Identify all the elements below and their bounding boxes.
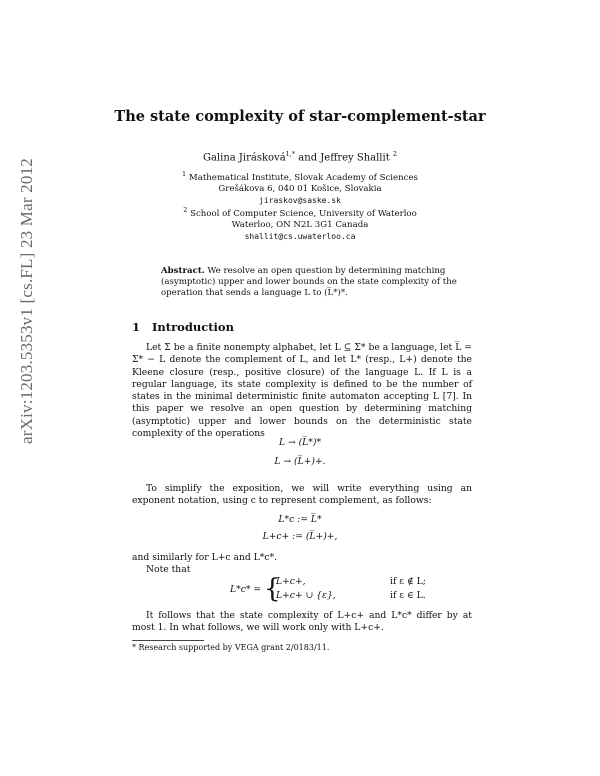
- intro-paragraph-4: Note that: [146, 564, 191, 575]
- affiliation-2: [0, 205, 600, 242]
- affiliation-2-number: 2: [183, 206, 188, 214]
- affiliation-1-email: jiraskov@saske.sk: [259, 196, 341, 206]
- intro-paragraph-5: It follows that the state complexity of L+c+ and L*c* differ by at most 1. In what follows, we will work only with L+c+.: [132, 610, 472, 634]
- abstract-text: We resolve an open question by determining matching (asymptotic) upper and lower bounds on the state complexity of the operation that sends a language L to (L̅*)*.: [161, 266, 457, 299]
- equation-3: L*c := L̅*: [278, 514, 322, 525]
- equation-5: [230, 576, 480, 606]
- author-connector: and Jeffrey Shallit: [295, 152, 393, 164]
- affiliation-2-email: shallit@cs.uwaterloo.ca: [244, 232, 356, 242]
- affiliation-1-line2: Grešákova 6, 040 01 Košice, Slovakia: [218, 184, 382, 195]
- author-1-marks: 1,*: [285, 150, 296, 158]
- equation-5-condition-1: if ε ∉ L;: [390, 576, 426, 587]
- author-1: Galina Jirásková: [202, 152, 286, 164]
- abstract: [161, 266, 469, 300]
- intro-paragraph-3: and similarly for L+c and L*c*.: [132, 552, 278, 563]
- equation-4: L+c+ := (L̅+)+,: [262, 531, 338, 542]
- section-number: 1: [132, 320, 141, 334]
- affiliation-2-line1: School of Computer Science, University of Waterloo: [190, 208, 417, 219]
- equation-5-condition-2: if ε ∈ L.: [390, 590, 426, 601]
- author-2-mark: 2: [392, 150, 398, 158]
- section-heading: [132, 320, 234, 334]
- footnote-rule: [132, 640, 204, 641]
- intro-paragraph-2: To simplify the exposition, we will write everything using an exponent notation, using c to represent complement, as follows:: [132, 483, 472, 507]
- equation-5-case-2: L+c+ ∪ {ε},: [276, 590, 336, 601]
- equation-5-lhs: L*c* =: [230, 584, 262, 595]
- abstract-label: Abstract.: [161, 266, 205, 276]
- affiliation-1: [0, 169, 600, 206]
- equation-1: L → (L̅*)*: [278, 437, 322, 448]
- affiliation-1-line1: Mathematical Institute, Slovak Academy of Sciences: [188, 172, 418, 183]
- equation-5-case-1: L+c+,: [276, 576, 306, 587]
- section-title: Introduction: [152, 320, 234, 334]
- arxiv-identifier: arXiv:1203.5353v1 [cs.FL] 23 Mar 2012: [17, 158, 36, 444]
- affiliation-2-line2: Waterloo, ON N2L 3G1 Canada: [231, 220, 369, 231]
- footnote: * Research supported by VEGA grant 2/0183/11.: [132, 643, 330, 652]
- intro-paragraph-1: Let Σ be a finite nonempty alphabet, let L ⊆ Σ* be a language, let L̅ = Σ* − L denote the complement of L, and let L* (resp., L+) denote the Kleene closure (resp., positive closure) of the language L. If L is a regular language, its state complexity is defined to be the number of states in the minimal deterministic finite automaton accepting L [7]. In this paper we resolve an open question by determining matching (asymptotic) upper and lower bounds on the deterministic state complexity of the operations: [132, 342, 472, 440]
- author-line: [0, 150, 600, 163]
- affiliation-1-number: 1: [182, 170, 187, 178]
- paper-title: The state complexity of star-complement-star: [114, 108, 486, 125]
- equation-2: L → (L̅+)+.: [274, 456, 326, 467]
- equation-5-brace: {: [264, 574, 281, 604]
